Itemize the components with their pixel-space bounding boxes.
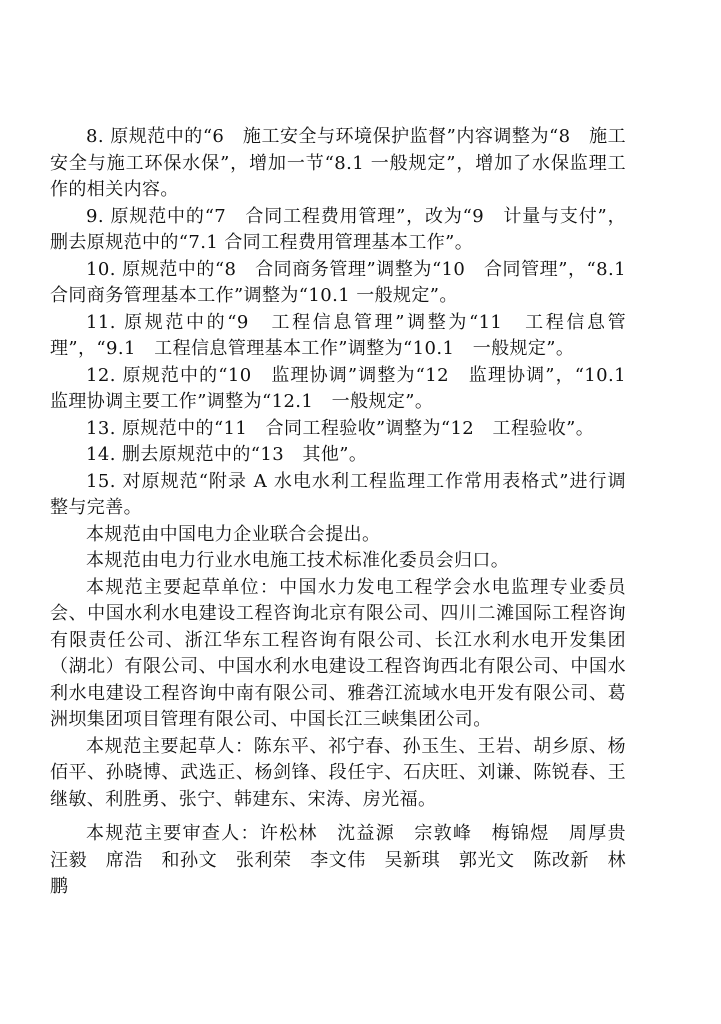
- jurisdiction-statement: 本规范由电力行业水电施工技术标准化委员会归口。: [86, 550, 510, 571]
- proposer-statement: 本规范由中国电力企业联合会提出。: [86, 523, 381, 545]
- paragraph-item-13: 13. 原规范中的“11 合同工程验收”调整为“12 工程验收”。: [86, 417, 595, 439]
- paragraph-item-8: 8. 原规范中的“6 施工安全与环境保护监督”内容调整为“8 施工安全与施工环保水保”，增加一节“8.1 一般规定”，增加了水保监理工作的相关内容。: [50, 126, 626, 200]
- paragraph-item-12: 12. 原规范中的“10 监理协调”调整为“12 监理协调”，“10.1 监理协调主要工作”调整为“12.1 一般规定”。: [50, 364, 645, 412]
- reviewers-list: 本规范主要审查人：许松林 沈益源 宗敦峰 梅锦煜 周厚贵 汪毅 席浩 和孙文 张利荣 李文伟 吴新琪 郭光文 陈改新 林鹏: [50, 823, 645, 897]
- drafting-organizations: 本规范主要起草单位：中国水力发电工程学会水电监理专业委员会、中国水利水电建设工程咨询北京有限公司、四川二滩国际工程咨询有限责任公司、浙江华东工程咨询有限公司、长江水利水电开发集团（湖北）有限公司、中国水利水电建设工程咨询西北有限公司、中国水利水电建设工程咨询中南有限公司、雅砻江流域水电开发有限公司、葛洲坝集团项目管理有限公司、中国长江三峡集团公司。: [50, 576, 626, 730]
- drafters-list: 本规范主要起草人：陈东平、祁宁春、孙玉生、王岩、胡乡原、杨佰平、孙晓博、武选正、杨剑锋、段任宇、石庆旺、刘谦、陈锐春、王继敏、利胜勇、张宁、韩建东、宋涛、房光福。: [50, 735, 626, 810]
- document-body: [50, 124, 645, 901]
- paragraph-item-11: 11. 原规范中的“9 工程信息管理”调整为“11 工程信息管理”，“9.1 工程信息管理基本工作”调整为“10.1 一般规定”。: [50, 311, 626, 359]
- paragraph-item-9: 9. 原规范中的“7 合同工程费用管理”，改为“9 计量与支付”，删去原规范中的“7.1 合同工程费用管理基本工作”。: [50, 205, 626, 253]
- paragraph-item-15: 15. 对原规范“附录 A 水电水利工程监理工作常用表格式”进行调整与完善。: [50, 470, 626, 518]
- paragraph-item-10: 10. 原规范中的“8 合同商务管理”调整为“10 合同管理”，“8.1 合同商务管理基本工作”调整为“10.1 一般规定”。: [50, 258, 626, 306]
- paragraph-item-14: 14. 删去原规范中的“13 其他”。: [86, 444, 368, 465]
